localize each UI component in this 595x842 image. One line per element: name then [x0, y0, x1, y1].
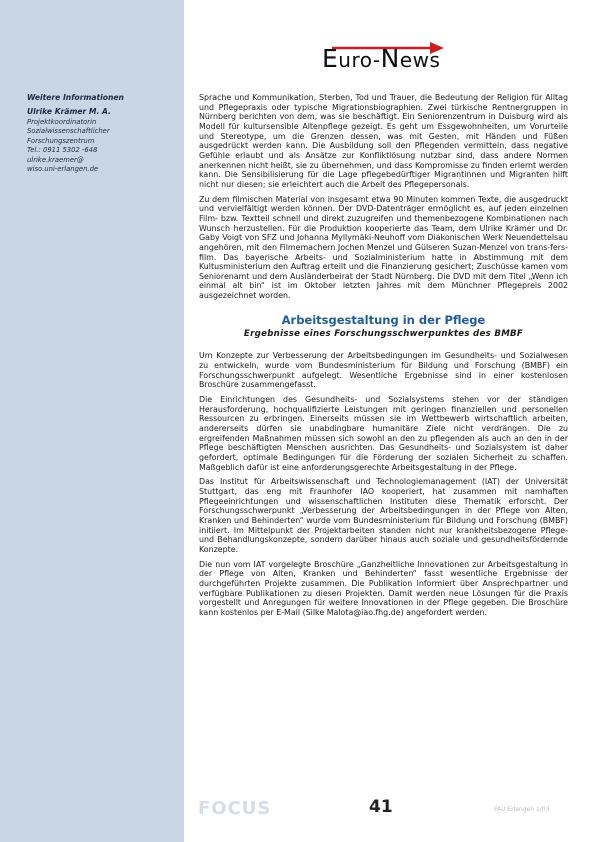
contact-email[interactable]: ulrike.kraemer@ — [27, 155, 84, 164]
contact-phone: Tel.: 0911 5302 -648 — [27, 146, 98, 155]
section-title: Arbeitsgestaltung in der Pflege — [281, 312, 486, 327]
paragraph: Die nun vom IAT vorgelegte Broschüre „Ganzheitliche Innovationen zur Arbeitsgestaltung in der Pflege von Alten, Kranken und Behinderten“ fasst wesentliche Ergebnisse der durchgeführten Projekte zusammen. Die Publikation informiert über Ansprechpartner und verfügbare Publikationen zu diesen Projekten. Damit werden neue Lösungen für die Praxis vorgestellt und Anregungen für weitere Innovationen in der Pflege gegeben. Die Broschüre kann kostenlos per E-Mail (Silke Malota@iao.fhg.de) angefordert werden. — [199, 559, 568, 617]
paragraph: Sprache und Kommunikation, Sterben, Tod und Trauer, die Bedeutung der Religion für Alltag und Pflegepraxis oder typische Migrationsbiographien. Zwei türkische Rentnergruppen in Nürnberg berichten von dem, was sie beschäftigt. Ein Seniorenzentrum in Duisburg wird als Modell für kultursensible Altenpflege gezeigt. Es geht um Essgewohnheiten, um Vorurteile und Stereotype, um die Grenzen dessen, was mit Gesten, mit Händen und Füßen ausgedrückt werden kann. Die Ausbildung soll den Pflegenden vermitteln, dass negative Gefühle erlaubt und als Ansätze zur Konfliktlösung nutzbar sind, dass andere Normen anerkennen nicht heißt, sie zu übernehmen, und dass Kompromisse zu finden erlernt werden kann. Die Sensibilisierung für die Lage pflegebedürftiger Migrantinnen und Migranten hilft nicht nur diesen; sie erleichtert auch die Arbeit des Pflegepersonals. — [199, 93, 568, 189]
contact-name: Ulrike Krämer M. A. — [27, 107, 111, 116]
contact-info — [27, 93, 177, 174]
contact-email-domain[interactable]: wiso.uni-erlangen.de — [27, 165, 99, 174]
footer-brand: FOCUS — [198, 798, 272, 819]
contact-line: Projektkoordinatorin — [27, 118, 97, 126]
issue-label: FAU Erlangen 1/03 — [494, 806, 550, 813]
logo-wordmark: Euro-News — [322, 44, 441, 73]
paragraph: Die Einrichtungen des Gesundheits- und Sozialsystems stehen vor der ständigen Herausforderung, hochqualifizierte Leistungen mit geringen finanziellen und personellen Ressourcen zu erbringen. Einerseits müssen sie im Wettbewerb wirtschaftlich arbeiten, andererseits dürfen sie unabdingbare humanitäre Ziele nicht verdrängen. Die zu ergreifenden Maßnahmen müssen sich sowohl an den zu pflegenden als auch an den in der Pflege beschäftigten Menschen ausrichten. Das Gesundheits- und Sozialsystem ist daher gefordert, optimale Bedingungen für die Förderung der sozialen Sicherheit zu schaffen. Maßgeblich dafür ist eine anforderungsgerechte Arbeitsgestaltung in der Pflege. — [199, 395, 568, 472]
article-body — [199, 93, 568, 623]
contact-heading: Weitere Informationen — [27, 93, 124, 102]
contact-line: Forschungszentrum — [27, 136, 95, 145]
contact-line: Sozialwissenschaftlicher — [27, 127, 110, 136]
section-subtitle: Ergebnisse eines Forschungsschwerpunktes des BMBF — [243, 328, 524, 339]
paragraph: Um Konzepte zur Verbesserung der Arbeitsbedingungen im Gesundheits- und Sozialwesen zu entwickeln, wurde vom Bundesministerium für Bildung und Forschung (BMBF) ein Forschungsschwerpunkt aufgelegt. Wesentliche Ergebnisse sind in einer kostenlosen Broschüre zusammengefasst. — [199, 351, 568, 390]
paragraph: Zu dem filmischen Material von insgesamt etwa 90 Minuten kommen Texte, die ausgedruckt und vervielfältigt werden können. Der DVD-Datenträger ermöglicht es, auf jeden einzelnen Film- bzw. Textteil schnell und direkt zuzugreifen und themenbezogene Kombinationen nach Wunsch herzustellen. Für die Produktion kooperierte das Team, dem Ulrike Krämer und Dr. Gaby Voigt von SFZ und Johanna Myllymäki-Neuhoff vom Diakonischen Werk Neuendettelsau angehören, mit den Filmemachern Jochen Menzel und Gülseren Suzan-Menzel von trans-fers-film. Das bayerische Arbeits- und Sozialministerium hatte in Abstimmung mit dem Kultusministerium den Auftrag erteilt und die Finanzierung gesichert; Zuschüsse kamen vom Seniorenamt und dem Ausländerbeirat der Stadt Nürnberg. Die DVD mit dem Titel „Wenn ich einmal alt bin“ ist im Oktober letzten Jahres mit dem Münchner Pflegepreis 2002 ausgezeichnet worden. — [199, 194, 568, 301]
euro-news-logo — [320, 40, 450, 72]
paragraph: Das Institut für Arbeitswissenschaft und Technologiemanagement (IAT) der Universität Stuttgart, das eng mit Fraunhofer IAO kooperiert, hat zusammen mit namhaften Pflegeeinrichtungen und wissenschaftlichen Instituten diese Thematik erforscht. Der Forschungsschwerpunkt „Verbesserung der Arbeitsbedingungen in der Pflege von Alten, Kranken und Behinderten“ wurde vom Bundesministerium für Bildung und Forschung (BMBF) initiiert. Im Mittelpunkt der Projektarbeiten standen nicht nur krankheitsbezogene Pflege- und Behandlungskonzepte, sondern darüber hinaus auch soziale und gesundheitsfördernde Konzepte. — [199, 477, 568, 554]
page-number: 41 — [369, 797, 393, 817]
